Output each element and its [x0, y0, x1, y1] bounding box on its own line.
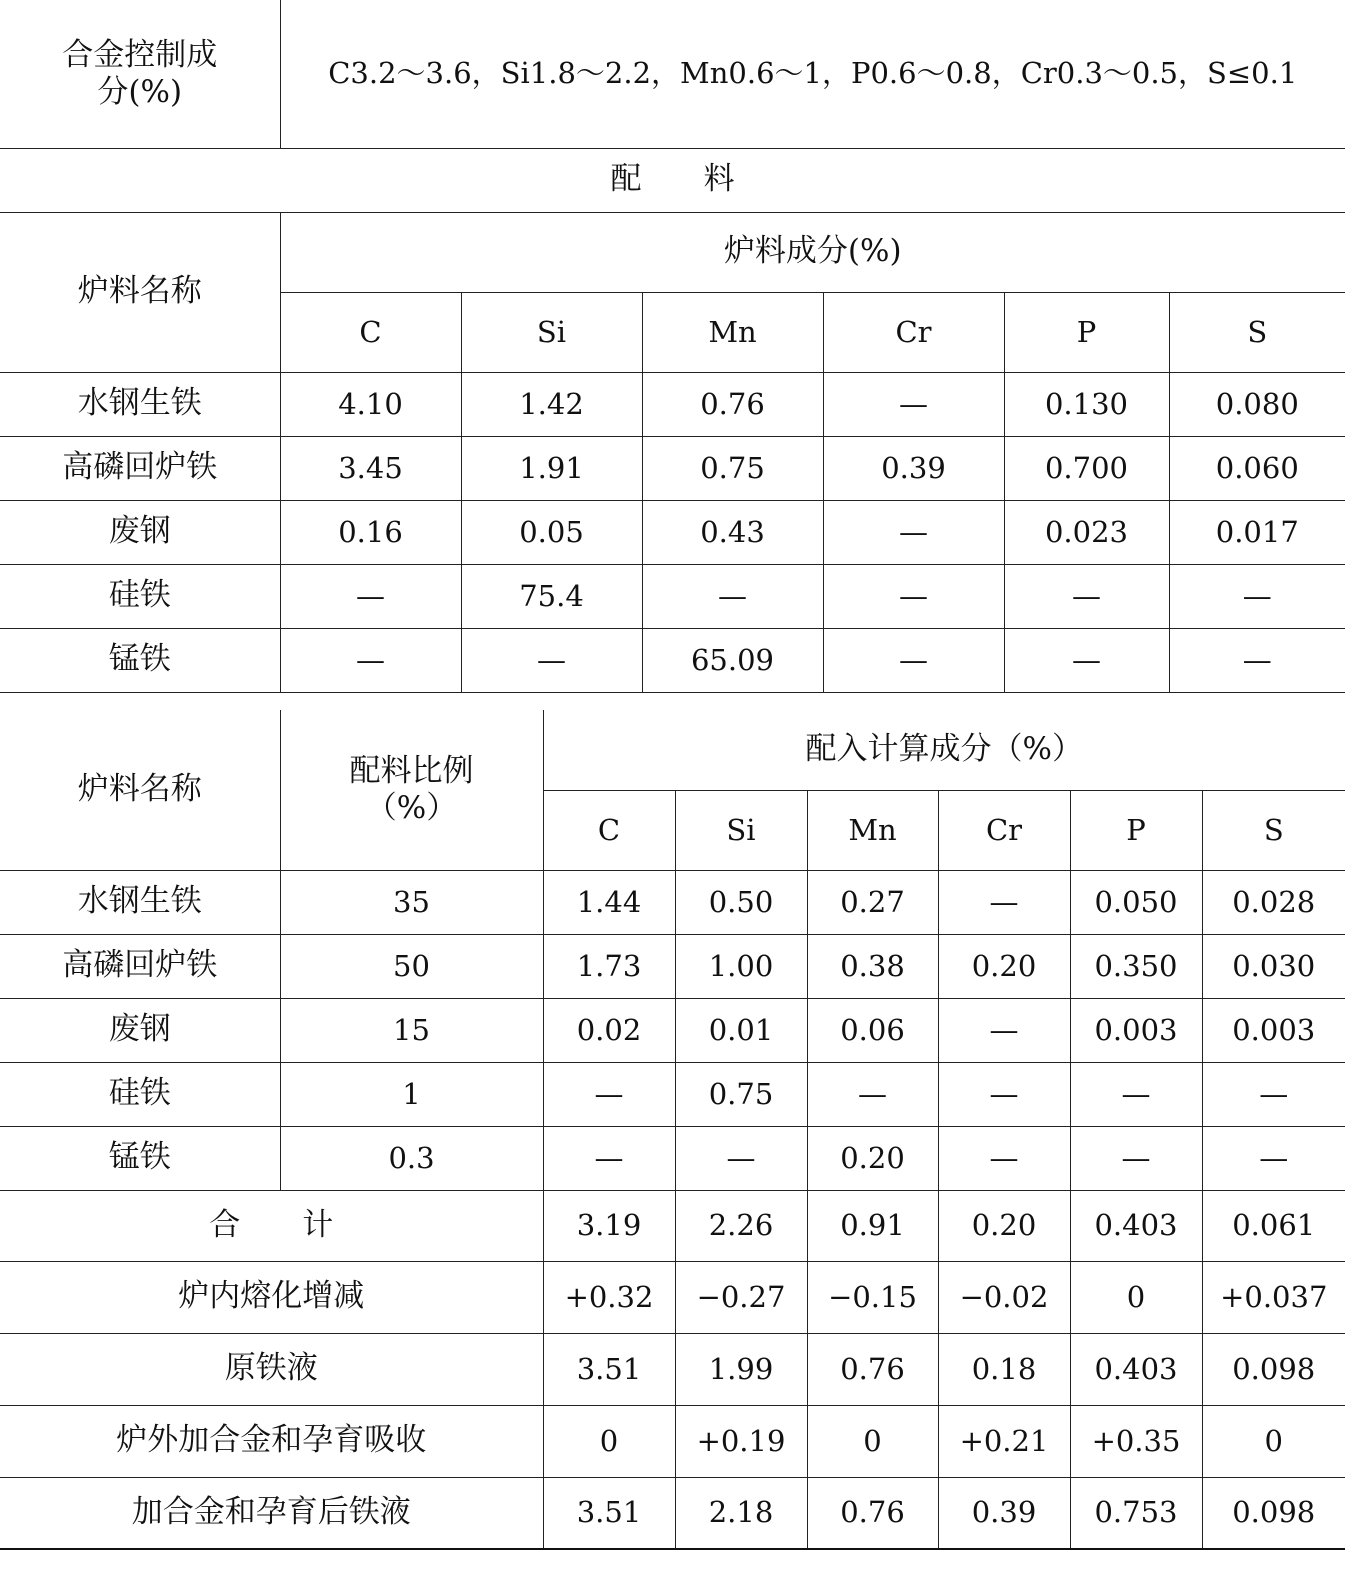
cell-value: 0.700: [1004, 436, 1169, 500]
cell-value: 75.4: [461, 564, 642, 628]
cell-value: —: [938, 1062, 1070, 1126]
cell-value: 4.10: [280, 372, 461, 436]
summary-row: [0, 1477, 1345, 1549]
cell-value: 0: [1070, 1261, 1202, 1333]
cell-value: 0.38: [807, 934, 938, 998]
row-name: 水钢生铁: [0, 870, 280, 934]
table-row: [0, 628, 1345, 692]
cell-value: 0.028: [1202, 870, 1345, 934]
cell-value: 1.91: [461, 436, 642, 500]
cell-value: —: [1202, 1062, 1345, 1126]
cell-value: —: [823, 628, 1004, 692]
cell-value: 0.01: [675, 998, 807, 1062]
cell-value: —: [1169, 564, 1345, 628]
cell-value: +0.21: [938, 1405, 1070, 1477]
cell-value: 1.00: [675, 934, 807, 998]
cell-value: +0.32: [543, 1261, 675, 1333]
row-name: 锰铁: [0, 628, 280, 692]
cell-value: 0.20: [807, 1126, 938, 1190]
charge-composition-table: [0, 0, 1345, 693]
cell-value: —: [938, 998, 1070, 1062]
ratio-value: 15: [280, 998, 543, 1062]
cell-value: 0.130: [1004, 372, 1169, 436]
cell-value: 0.18: [938, 1333, 1070, 1405]
element-header: Mn: [642, 292, 823, 372]
cell-value: 0.39: [938, 1477, 1070, 1549]
table-row: [0, 998, 1345, 1062]
cell-value: —: [807, 1062, 938, 1126]
alloy-label: 合金控制成分(%): [0, 0, 280, 148]
cell-value: −0.27: [675, 1261, 807, 1333]
row-name: 废钢: [0, 998, 280, 1062]
cell-value: 1.73: [543, 934, 675, 998]
cell-value: 1.42: [461, 372, 642, 436]
element-header: Cr: [823, 292, 1004, 372]
summary-row: [0, 1405, 1345, 1477]
cell-value: 1.44: [543, 870, 675, 934]
calc-name-header: 炉料名称: [0, 710, 280, 870]
cell-value: 3.51: [543, 1333, 675, 1405]
ratio-value: 50: [280, 934, 543, 998]
row-name: 高磷回炉铁: [0, 934, 280, 998]
cell-value: 0: [807, 1405, 938, 1477]
cell-value: 0.75: [675, 1062, 807, 1126]
calculated-composition-table: [0, 710, 1345, 1550]
summary-name: 原铁液: [0, 1333, 543, 1405]
cell-value: 0.02: [543, 998, 675, 1062]
cell-value: 0.75: [642, 436, 823, 500]
row-name: 水钢生铁: [0, 372, 280, 436]
row-name: 锰铁: [0, 1126, 280, 1190]
cell-value: —: [938, 1126, 1070, 1190]
calc-header-row: [0, 710, 1345, 790]
cell-value: 1.99: [675, 1333, 807, 1405]
cell-value: —: [1070, 1126, 1202, 1190]
cell-value: 0.403: [1070, 1190, 1202, 1261]
ratio-value: 1: [280, 1062, 543, 1126]
cell-value: 0.098: [1202, 1477, 1345, 1549]
cell-value: —: [823, 564, 1004, 628]
cell-value: 0.76: [807, 1477, 938, 1549]
cell-value: 0.50: [675, 870, 807, 934]
cell-value: 65.09: [642, 628, 823, 692]
cell-value: 0.003: [1202, 998, 1345, 1062]
cell-value: −0.15: [807, 1261, 938, 1333]
charge-group-header: 炉料成分(%): [280, 212, 1345, 292]
cell-value: 2.18: [675, 1477, 807, 1549]
cell-value: 0.350: [1070, 934, 1202, 998]
cell-value: 0.27: [807, 870, 938, 934]
section-title: 配 料: [0, 148, 1345, 212]
ratio-value: 35: [280, 870, 543, 934]
cell-value: 0.050: [1070, 870, 1202, 934]
charge-name-header: 炉料名称: [0, 212, 280, 372]
summary-name: 加合金和孕育后铁液: [0, 1477, 543, 1549]
cell-value: 0.43: [642, 500, 823, 564]
cell-value: 0.061: [1202, 1190, 1345, 1261]
cell-value: 0.060: [1169, 436, 1345, 500]
cell-value: —: [543, 1126, 675, 1190]
element-header: Si: [461, 292, 642, 372]
table-row: [0, 372, 1345, 436]
table-row: [0, 1062, 1345, 1126]
row-name: 硅铁: [0, 564, 280, 628]
cell-value: —: [823, 500, 1004, 564]
row-name: 废钢: [0, 500, 280, 564]
element-header: P: [1004, 292, 1169, 372]
cell-value: 0.098: [1202, 1333, 1345, 1405]
cell-value: 0: [1202, 1405, 1345, 1477]
summary-name: 合 计: [0, 1190, 543, 1261]
element-header: S: [1202, 790, 1345, 870]
cell-value: 0.753: [1070, 1477, 1202, 1549]
cell-value: —: [823, 372, 1004, 436]
cell-value: 0.06: [807, 998, 938, 1062]
cell-value: 2.26: [675, 1190, 807, 1261]
element-header: Cr: [938, 790, 1070, 870]
cell-value: 0.76: [807, 1333, 938, 1405]
element-header: C: [543, 790, 675, 870]
cell-value: 0.20: [938, 1190, 1070, 1261]
element-header: S: [1169, 292, 1345, 372]
section-title-row: [0, 148, 1345, 212]
cell-value: —: [1202, 1126, 1345, 1190]
cell-value: —: [938, 870, 1070, 934]
cell-value: 0.76: [642, 372, 823, 436]
cell-value: —: [1169, 628, 1345, 692]
element-header: P: [1070, 790, 1202, 870]
ratio-value: 0.3: [280, 1126, 543, 1190]
table-row: [0, 1126, 1345, 1190]
cell-value: —: [642, 564, 823, 628]
cell-value: —: [280, 564, 461, 628]
cell-value: −0.02: [938, 1261, 1070, 1333]
cell-value: —: [1004, 628, 1169, 692]
cell-value: —: [543, 1062, 675, 1126]
cell-value: +0.19: [675, 1405, 807, 1477]
summary-row: [0, 1190, 1345, 1261]
cell-value: 0: [543, 1405, 675, 1477]
cell-value: 3.19: [543, 1190, 675, 1261]
element-header: Si: [675, 790, 807, 870]
cell-value: 0.16: [280, 500, 461, 564]
alloy-row: [0, 0, 1345, 148]
cell-value: +0.037: [1202, 1261, 1345, 1333]
cell-value: —: [1070, 1062, 1202, 1126]
cell-value: —: [461, 628, 642, 692]
calc-group-header: 配入计算成分（%）: [543, 710, 1345, 790]
cell-value: 0.023: [1004, 500, 1169, 564]
cell-value: —: [1004, 564, 1169, 628]
table-row: [0, 564, 1345, 628]
cell-value: 3.51: [543, 1477, 675, 1549]
table-row: [0, 870, 1345, 934]
alloy-value: C3.2～3.6，Si1.8～2.2，Mn0.6～1，P0.6～0.8，Cr0.3～0.5，S≤0.1: [280, 0, 1345, 148]
cell-value: 0.080: [1169, 372, 1345, 436]
cell-value: —: [675, 1126, 807, 1190]
cell-value: 3.45: [280, 436, 461, 500]
element-header: C: [280, 292, 461, 372]
cell-value: 0.017: [1169, 500, 1345, 564]
cell-value: —: [280, 628, 461, 692]
cell-value: 0.91: [807, 1190, 938, 1261]
cell-value: 0.030: [1202, 934, 1345, 998]
element-header: Mn: [807, 790, 938, 870]
table-row: [0, 934, 1345, 998]
cell-value: 0.05: [461, 500, 642, 564]
cell-value: 0.003: [1070, 998, 1202, 1062]
charge-header-row: [0, 212, 1345, 292]
table-row: [0, 500, 1345, 564]
cell-value: 0.20: [938, 934, 1070, 998]
cell-value: 0.39: [823, 436, 1004, 500]
cell-value: +0.35: [1070, 1405, 1202, 1477]
summary-row: [0, 1333, 1345, 1405]
cell-value: 0.403: [1070, 1333, 1202, 1405]
summary-row: [0, 1261, 1345, 1333]
calc-ratio-header: 配料比例（%）: [280, 710, 543, 870]
summary-name: 炉外加合金和孕育吸收: [0, 1405, 543, 1477]
row-name: 硅铁: [0, 1062, 280, 1126]
table-row: [0, 436, 1345, 500]
summary-name: 炉内熔化增减: [0, 1261, 543, 1333]
row-name: 高磷回炉铁: [0, 436, 280, 500]
